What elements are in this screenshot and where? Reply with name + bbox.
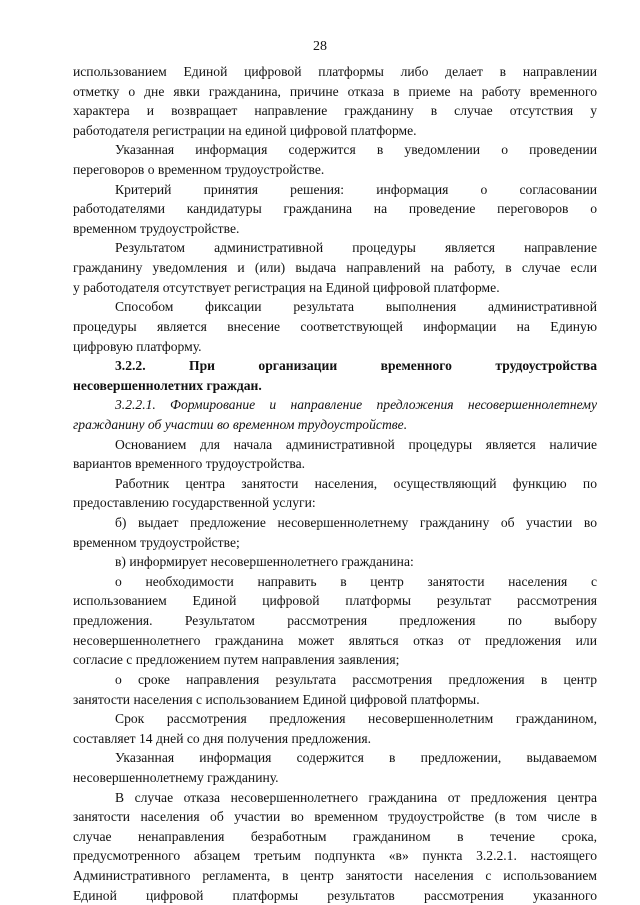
text-line: случае ненаправления безработным гражданином в течение срока, xyxy=(73,828,597,844)
text-line: предоставлению государственной услуги: xyxy=(73,495,316,511)
text-line: несовершеннолетних граждан. xyxy=(73,377,262,393)
text-line: несовершеннолетнего гражданина может являться отказ от предложения или xyxy=(73,632,597,648)
text-line: Основанием для начала административной процедуры является наличие xyxy=(115,436,597,452)
text-line: составляет 14 дней со дня получения предложения. xyxy=(73,730,372,746)
text-line: у работодателя отсутствует регистрация на Единой цифровой платформе. xyxy=(73,279,500,295)
text-line: Указанная информация содержится в уведомлении о проведении xyxy=(115,142,597,158)
text-line: В случае отказа несовершеннолетнего гражданина от предложения центра xyxy=(115,789,597,805)
text-line: процедуры является внесение соответствующей информации на Единую xyxy=(73,318,597,334)
text-line: Единой цифровой платформы результатов рассмотрения указанного xyxy=(73,887,597,903)
text-line: цифровую платформу. xyxy=(73,338,202,354)
text-line: вариантов временного трудоустройства. xyxy=(73,456,306,472)
text-line: работодателями кандидатуры гражданина на проведение переговоров о xyxy=(73,201,597,217)
text-line: Срок рассмотрения предложения несовершеннолетним гражданином, xyxy=(115,711,597,727)
text-line: временном трудоустройстве; xyxy=(73,534,240,550)
text-line: 3.2.2.1. Формирование и направление предложения несовершеннолетнему xyxy=(115,397,597,413)
text-line: Административного регламента, в центр занятости населения с использованием xyxy=(73,867,597,883)
text-line: Способом фиксации результата выполнения административной xyxy=(115,299,597,315)
text-line: Работник центра занятости населения, осуществляющий функцию по xyxy=(115,475,597,491)
page-number: 28 xyxy=(313,39,327,54)
text-line: Результатом административной процедуры является направление xyxy=(115,240,597,256)
text-line: занятости населения об участии во временном трудоустройстве (в том числе в xyxy=(73,809,597,825)
text-line: использованием Единой цифровой платформы либо делает в направлении xyxy=(73,64,597,79)
text-line: в) информирует несовершеннолетнего гражданина: xyxy=(115,554,414,570)
text-line: б) выдает предложение несовершеннолетнему гражданину об участии во xyxy=(115,515,597,531)
text-line: о сроке направления результата рассмотрения предложения в центр xyxy=(115,671,597,687)
text-line: 3.2.2. При организации временного трудоустройства xyxy=(115,358,597,374)
text-line: использованием Единой цифровой платформы результат рассмотрения xyxy=(73,593,597,609)
text-line: работодателя регистрации на единой цифровой платформе. xyxy=(73,122,417,138)
text-line: занятости населения с использованием Единой цифровой платформы. xyxy=(73,691,480,707)
document-body xyxy=(73,62,597,905)
text-line: гражданину уведомления и (или) выдача направлений на работу, в случае если xyxy=(73,260,597,276)
text-line: гражданину об участии во временном трудоустройстве. xyxy=(73,416,408,432)
text-line: характера и возвращает направление гражданину в случае отсутствия у xyxy=(73,103,597,119)
text-line: предложения. Результатом рассмотрения предложения по выбору xyxy=(73,613,597,629)
text-line: согласие с предложением путем направления заявления; xyxy=(73,652,400,668)
text-line: о необходимости направить в центр занятости населения с xyxy=(115,573,597,589)
text-line: временном трудоустройстве. xyxy=(73,220,240,236)
text-line: отметку о дне явки гражданина, причине отказа в приеме на работу временного xyxy=(73,83,597,99)
text-line: переговоров о временном трудоустройстве. xyxy=(73,162,325,178)
text-line: предусмотренного абзацем третьим подпункта «в» пункта 3.2.2.1. настоящего xyxy=(73,848,597,864)
text-line: Критерий принятия решения: информация о согласовании xyxy=(115,181,597,197)
text-line: Указанная информация содержится в предложении, выдаваемом xyxy=(115,750,597,766)
text-line: несовершеннолетнему гражданину. xyxy=(73,769,279,785)
